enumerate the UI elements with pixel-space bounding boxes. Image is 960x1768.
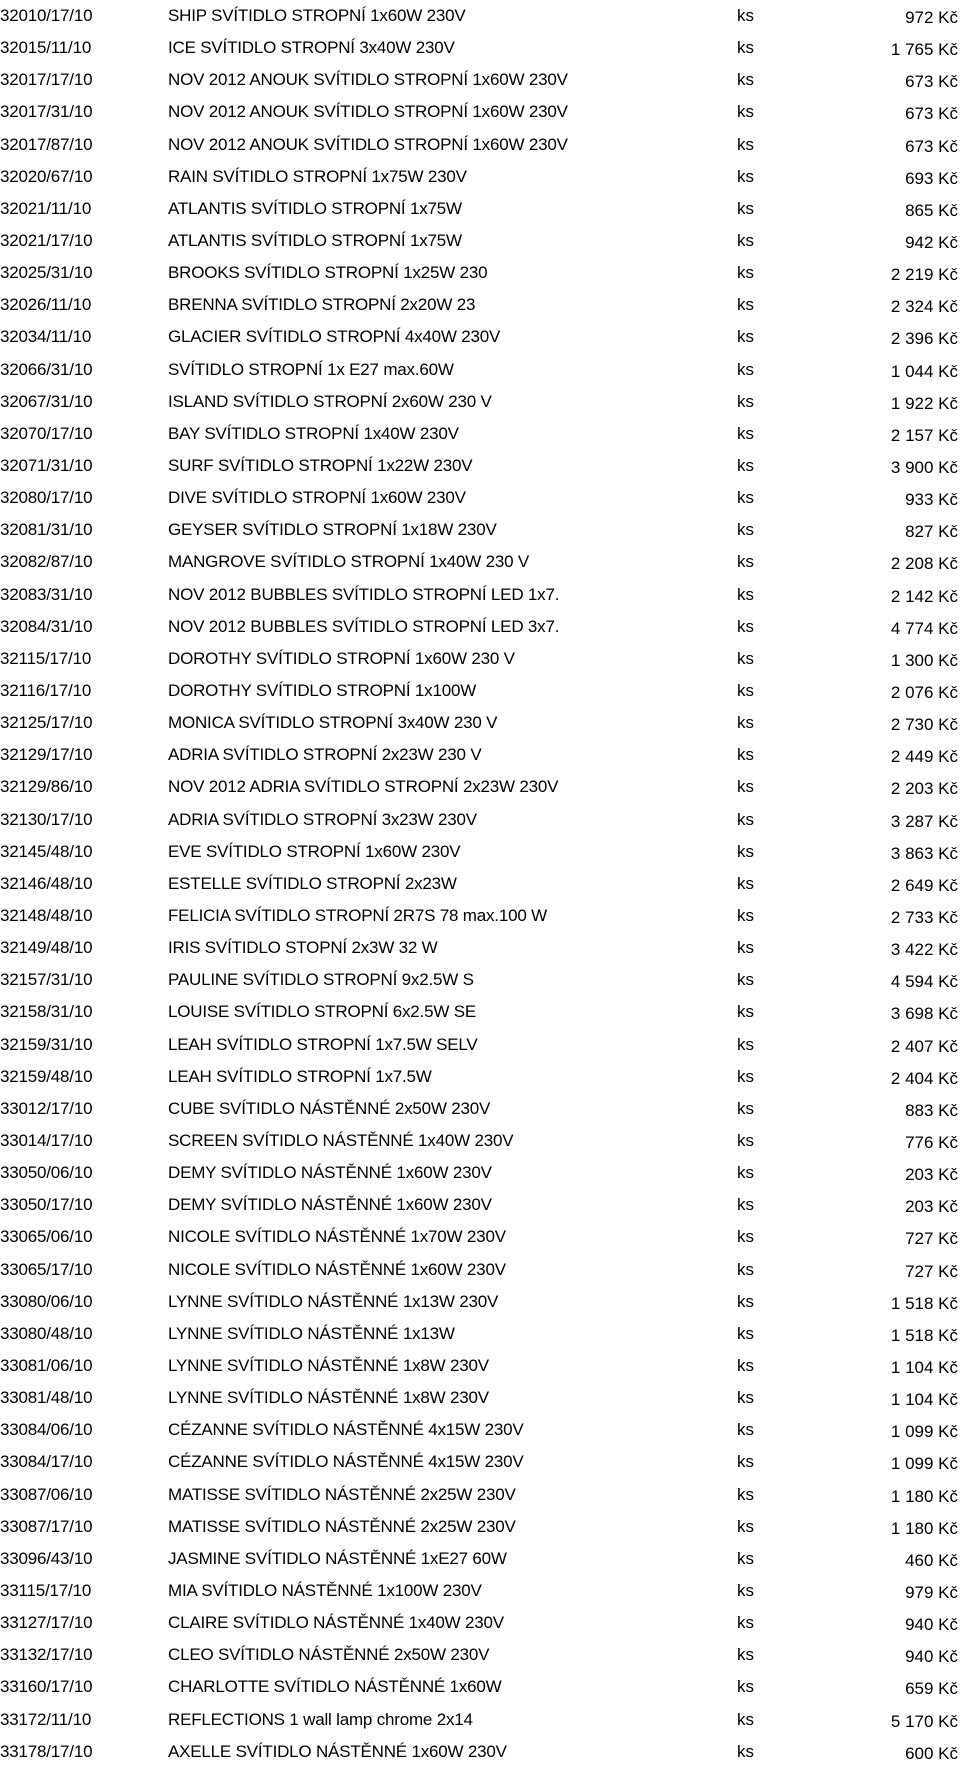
- unit-of-measure: ks: [737, 134, 754, 154]
- product-code: 33172/11/10: [0, 1709, 92, 1729]
- product-price: 1 180 Kč: [890, 1486, 958, 1506]
- product-code: 33132/17/10: [0, 1645, 93, 1665]
- table-row: [0, 1350, 960, 1382]
- table-row: [0, 1543, 960, 1575]
- product-price: 1 099 Kč: [890, 1454, 958, 1474]
- product-price: 3 900 Kč: [890, 458, 958, 478]
- table-row: [0, 32, 960, 64]
- product-name: MATISSE SVÍTIDLO NÁSTĚNNÉ 2x25W 230V: [168, 1516, 516, 1536]
- product-price: 972 Kč: [905, 8, 958, 28]
- product-price: 3 422 Kč: [890, 940, 958, 960]
- product-price: 659 Kč: [905, 1679, 958, 1699]
- product-price: 2 396 Kč: [890, 329, 958, 349]
- table-row: [0, 1446, 960, 1478]
- product-name: NOV 2012 ADRIA SVÍTIDLO STROPNÍ 2x23W 230V: [168, 777, 559, 797]
- table-row: [0, 611, 960, 643]
- product-code: 32158/31/10: [0, 1002, 93, 1022]
- table-row: [0, 1061, 960, 1093]
- product-code: 33080/48/10: [0, 1323, 93, 1343]
- product-price: 2 208 Kč: [890, 554, 958, 574]
- table-row: [0, 546, 960, 578]
- product-name: ISLAND SVÍTIDLO STROPNÍ 2x60W 230 V: [168, 391, 492, 411]
- unit-of-measure: ks: [737, 1355, 754, 1375]
- product-price: 1 922 Kč: [890, 393, 958, 413]
- product-price: 4 774 Kč: [890, 618, 958, 638]
- product-name: FELICIA SVÍTIDLO STROPNÍ 2R7S 78 max.100 W: [168, 906, 547, 925]
- unit-of-measure: ks: [737, 1163, 754, 1183]
- product-price: 460 Kč: [905, 1550, 958, 1570]
- product-name: NICOLE SVÍTIDLO NÁSTĚNNÉ 1x60W 230V: [168, 1259, 506, 1279]
- product-code: 32070/17/10: [0, 423, 93, 443]
- product-price: 2 076 Kč: [890, 683, 958, 703]
- product-name: NOV 2012 BUBBLES SVÍTIDLO STROPNÍ LED 3x7.: [168, 616, 560, 636]
- table-row: [0, 129, 960, 161]
- product-code: 32129/17/10: [0, 745, 93, 765]
- product-code: 32116/17/10: [0, 681, 92, 701]
- unit-of-measure: ks: [737, 552, 754, 572]
- product-name: SHIP SVÍTIDLO STROPNÍ 1x60W 230V: [168, 6, 466, 26]
- table-row: [0, 96, 960, 128]
- product-price: 2 203 Kč: [890, 779, 958, 799]
- product-price: 1 044 Kč: [890, 361, 958, 381]
- product-price: 979 Kč: [905, 1582, 958, 1602]
- product-name: LEAH SVÍTIDLO STROPNÍ 1x7.5W SELV: [168, 1034, 478, 1054]
- unit-of-measure: ks: [737, 1420, 754, 1440]
- unit-of-measure: ks: [737, 1291, 754, 1311]
- unit-of-measure: ks: [737, 745, 754, 765]
- unit-of-measure: ks: [737, 1066, 754, 1086]
- unit-of-measure: ks: [737, 488, 754, 508]
- product-name: DIVE SVÍTIDLO STROPNÍ 1x60W 230V: [168, 488, 466, 508]
- product-code: 32034/11/10: [0, 327, 92, 347]
- table-row: [0, 321, 960, 353]
- product-name: CÉZANNE SVÍTIDLO NÁSTĚNNÉ 4x15W 230V: [168, 1420, 524, 1440]
- table-row: [0, 1511, 960, 1543]
- product-code: 33178/17/10: [0, 1741, 93, 1761]
- product-code: 33050/06/10: [0, 1163, 93, 1183]
- table-row: [0, 1093, 960, 1125]
- unit-of-measure: ks: [737, 1516, 754, 1536]
- product-price: 3 287 Kč: [890, 811, 958, 831]
- product-code: 32148/48/10: [0, 906, 93, 925]
- product-code: 32010/17/10: [0, 6, 93, 26]
- product-name: DEMY SVÍTIDLO NÁSTĚNNÉ 1x60W 230V: [168, 1195, 492, 1215]
- product-price: 727 Kč: [905, 1261, 958, 1281]
- product-name: MATISSE SVÍTIDLO NÁSTĚNNÉ 2x25W 230V: [168, 1484, 516, 1504]
- unit-of-measure: ks: [737, 456, 754, 476]
- product-name: ESTELLE SVÍTIDLO STROPNÍ 2x23W: [168, 873, 457, 893]
- product-code: 32159/48/10: [0, 1066, 93, 1086]
- table-row: [0, 1575, 960, 1607]
- product-code: 32084/31/10: [0, 616, 93, 636]
- unit-of-measure: ks: [737, 1645, 754, 1665]
- unit-of-measure: ks: [737, 970, 754, 990]
- table-row: [0, 1703, 960, 1735]
- product-name: NOV 2012 ANOUK SVÍTIDLO STROPNÍ 1x60W 230V: [168, 134, 568, 154]
- unit-of-measure: ks: [737, 38, 754, 58]
- unit-of-measure: ks: [737, 1259, 754, 1279]
- unit-of-measure: ks: [737, 327, 754, 347]
- table-row: [0, 1382, 960, 1414]
- unit-of-measure: ks: [737, 166, 754, 186]
- product-price: 2 142 Kč: [890, 586, 958, 606]
- table-row: [0, 868, 960, 900]
- product-name: LYNNE SVÍTIDLO NÁSTĚNNÉ 1x8W 230V: [168, 1355, 489, 1375]
- product-name: LYNNE SVÍTIDLO NÁSTĚNNÉ 1x13W: [168, 1323, 455, 1343]
- product-code: 33065/17/10: [0, 1259, 93, 1279]
- unit-of-measure: ks: [737, 102, 754, 122]
- product-name: BROOKS SVÍTIDLO STROPNÍ 1x25W 230: [168, 263, 488, 283]
- table-row: [0, 579, 960, 611]
- product-code: 32115/17/10: [0, 648, 92, 668]
- table-row: [0, 161, 960, 193]
- product-name: IRIS SVÍTIDLO STOPNÍ 2x3W 32 W: [168, 938, 438, 958]
- product-name: MIA SVÍTIDLO NÁSTĚNNÉ 1x100W 230V: [168, 1580, 482, 1600]
- product-name: JASMINE SVÍTIDLO NÁSTĚNNÉ 1xE27 60W: [168, 1548, 507, 1568]
- table-row: [0, 64, 960, 96]
- table-row: [0, 739, 960, 771]
- product-name: SVÍTIDLO STROPNÍ 1x E27 max.60W: [168, 359, 454, 379]
- product-name: CHARLOTTE SVÍTIDLO NÁSTĚNNÉ 1x60W: [168, 1677, 502, 1697]
- product-name: NICOLE SVÍTIDLO NÁSTĚNNÉ 1x70W 230V: [168, 1227, 506, 1247]
- product-code: 32125/17/10: [0, 713, 93, 733]
- unit-of-measure: ks: [737, 873, 754, 893]
- product-price: 1 104 Kč: [890, 1390, 958, 1410]
- table-row: [0, 1318, 960, 1350]
- product-name: AXELLE SVÍTIDLO NÁSTĚNNÉ 1x60W 230V: [168, 1741, 507, 1761]
- product-price: 2 157 Kč: [890, 425, 958, 445]
- product-price: 2 324 Kč: [890, 297, 958, 317]
- product-name: EVE SVÍTIDLO STROPNÍ 1x60W 230V: [168, 841, 461, 861]
- table-row: [0, 1029, 960, 1061]
- product-code: 32026/11/10: [0, 295, 92, 315]
- product-code: 32021/11/10: [0, 198, 92, 218]
- product-code: 32149/48/10: [0, 938, 93, 958]
- product-code: 32025/31/10: [0, 263, 93, 283]
- product-name: GEYSER SVÍTIDLO STROPNÍ 1x18W 230V: [168, 520, 497, 540]
- product-price: 940 Kč: [905, 1647, 958, 1667]
- product-price: 1 180 Kč: [890, 1518, 958, 1538]
- product-price: 2 219 Kč: [890, 265, 958, 285]
- product-name: CUBE SVÍTIDLO NÁSTĚNNÉ 2x50W 230V: [168, 1098, 491, 1118]
- unit-of-measure: ks: [737, 777, 754, 797]
- product-price: 673 Kč: [905, 72, 958, 92]
- product-price: 2 449 Kč: [890, 747, 958, 767]
- table-row: [0, 1286, 960, 1318]
- product-price: 1 518 Kč: [890, 1325, 958, 1345]
- unit-of-measure: ks: [737, 681, 754, 701]
- unit-of-measure: ks: [737, 423, 754, 443]
- product-name: ATLANTIS SVÍTIDLO STROPNÍ 1x75W: [168, 198, 462, 218]
- product-name: DOROTHY SVÍTIDLO STROPNÍ 1x60W 230 V: [168, 648, 515, 668]
- product-price: 776 Kč: [905, 1132, 958, 1152]
- table-row: [0, 386, 960, 418]
- product-code: 33014/17/10: [0, 1130, 93, 1150]
- product-name: MANGROVE SVÍTIDLO STROPNÍ 1x40W 230 V: [168, 552, 530, 572]
- table-row: [0, 514, 960, 546]
- product-code: 33127/17/10: [0, 1613, 93, 1633]
- product-name: REFLECTIONS 1 wall lamp chrome 2x14: [168, 1709, 473, 1729]
- product-code: 33084/06/10: [0, 1420, 93, 1440]
- table-row: [0, 1189, 960, 1221]
- product-price: 673 Kč: [905, 136, 958, 156]
- product-name: GLACIER SVÍTIDLO STROPNÍ 4x40W 230V: [168, 327, 501, 347]
- product-code: 32146/48/10: [0, 873, 93, 893]
- table-row: [0, 707, 960, 739]
- product-price: 883 Kč: [905, 1100, 958, 1120]
- table-row: [0, 257, 960, 289]
- unit-of-measure: ks: [737, 1130, 754, 1150]
- product-code: 32067/31/10: [0, 391, 93, 411]
- table-row: [0, 193, 960, 225]
- product-price: 2 733 Kč: [890, 908, 958, 927]
- product-code: 33081/48/10: [0, 1388, 93, 1408]
- product-code: 32071/31/10: [0, 456, 93, 476]
- product-price: 933 Kč: [905, 490, 958, 510]
- unit-of-measure: ks: [737, 1580, 754, 1600]
- table-row: [0, 836, 960, 868]
- product-price: 1 300 Kč: [890, 650, 958, 670]
- product-name: PAULINE SVÍTIDLO STROPNÍ 9x2.5W S: [168, 970, 474, 990]
- product-price: 3 698 Kč: [890, 1004, 958, 1024]
- product-code: 33087/06/10: [0, 1484, 93, 1504]
- unit-of-measure: ks: [737, 1677, 754, 1697]
- product-price: 5 170 Kč: [890, 1711, 958, 1731]
- product-code: 32017/87/10: [0, 134, 93, 154]
- table-row: [0, 354, 960, 386]
- unit-of-measure: ks: [737, 1034, 754, 1054]
- product-code: 33087/17/10: [0, 1516, 93, 1536]
- product-name: RAIN SVÍTIDLO STROPNÍ 1x75W 230V: [168, 166, 467, 186]
- table-row: [0, 225, 960, 257]
- unit-of-measure: ks: [737, 906, 754, 925]
- unit-of-measure: ks: [737, 1741, 754, 1761]
- product-name: LOUISE SVÍTIDLO STROPNÍ 6x2.5W SE: [168, 1002, 476, 1022]
- unit-of-measure: ks: [737, 1098, 754, 1118]
- product-name: NOV 2012 ANOUK SVÍTIDLO STROPNÍ 1x60W 230V: [168, 70, 568, 90]
- table-row: [0, 675, 960, 707]
- unit-of-measure: ks: [737, 713, 754, 733]
- table-row: [0, 1671, 960, 1703]
- table-row: [0, 1478, 960, 1510]
- product-name: LEAH SVÍTIDLO STROPNÍ 1x7.5W: [168, 1066, 432, 1086]
- unit-of-measure: ks: [737, 359, 754, 379]
- product-code: 33096/43/10: [0, 1548, 93, 1568]
- product-name: ICE SVÍTIDLO STROPNÍ 3x40W 230V: [168, 38, 455, 58]
- unit-of-measure: ks: [737, 1195, 754, 1215]
- unit-of-measure: ks: [737, 1709, 754, 1729]
- product-name: ADRIA SVÍTIDLO STROPNÍ 2x23W 230 V: [168, 745, 482, 765]
- product-name: CÉZANNE SVÍTIDLO NÁSTĚNNÉ 4x15W 230V: [168, 1452, 524, 1472]
- table-row: [0, 1607, 960, 1639]
- table-row: [0, 1221, 960, 1253]
- product-price: 827 Kč: [905, 522, 958, 542]
- product-price: 1 099 Kč: [890, 1422, 958, 1442]
- unit-of-measure: ks: [737, 1548, 754, 1568]
- product-code: 33080/06/10: [0, 1291, 93, 1311]
- table-row: [0, 804, 960, 836]
- product-price: 2 730 Kč: [890, 715, 958, 735]
- product-name: ADRIA SVÍTIDLO STROPNÍ 3x23W 230V: [168, 809, 477, 829]
- unit-of-measure: ks: [737, 231, 754, 251]
- unit-of-measure: ks: [737, 1613, 754, 1633]
- product-price: 727 Kč: [905, 1229, 958, 1249]
- product-price: 1 765 Kč: [890, 40, 958, 60]
- unit-of-measure: ks: [737, 6, 754, 26]
- unit-of-measure: ks: [737, 198, 754, 218]
- table-row: [0, 289, 960, 321]
- product-code: 32020/67/10: [0, 166, 93, 186]
- product-price: 203 Kč: [905, 1197, 958, 1217]
- product-code: 32129/86/10: [0, 777, 93, 797]
- table-row: [0, 932, 960, 964]
- product-code: 33065/06/10: [0, 1227, 93, 1247]
- product-price: 2 404 Kč: [890, 1068, 958, 1088]
- product-code: 33081/06/10: [0, 1355, 93, 1375]
- product-code: 32145/48/10: [0, 841, 93, 861]
- unit-of-measure: ks: [737, 1388, 754, 1408]
- unit-of-measure: ks: [737, 841, 754, 861]
- product-code: 33050/17/10: [0, 1195, 93, 1215]
- product-price: 4 594 Kč: [890, 972, 958, 992]
- product-code: 32082/87/10: [0, 552, 93, 572]
- table-row: [0, 1736, 960, 1768]
- table-row: [0, 1157, 960, 1189]
- product-name: ATLANTIS SVÍTIDLO STROPNÍ 1x75W: [168, 231, 462, 251]
- product-code: 32159/31/10: [0, 1034, 93, 1054]
- product-price: 3 863 Kč: [890, 843, 958, 863]
- product-code: 33115/17/10: [0, 1580, 92, 1600]
- product-name: SURF SVÍTIDLO STROPNÍ 1x22W 230V: [168, 456, 473, 476]
- product-code: 32081/31/10: [0, 520, 93, 540]
- product-price: 865 Kč: [905, 200, 958, 220]
- unit-of-measure: ks: [737, 295, 754, 315]
- product-name: CLAIRE SVÍTIDLO NÁSTĚNNÉ 1x40W 230V: [168, 1613, 504, 1633]
- table-row: [0, 1253, 960, 1285]
- table-row: [0, 482, 960, 514]
- table-row: [0, 643, 960, 675]
- product-code: 32017/17/10: [0, 70, 93, 90]
- product-name: NOV 2012 BUBBLES SVÍTIDLO STROPNÍ LED 1x7.: [168, 584, 560, 604]
- table-row: [0, 1414, 960, 1446]
- product-price: 942 Kč: [905, 233, 958, 253]
- product-code: 32021/17/10: [0, 231, 93, 251]
- product-code: 32066/31/10: [0, 359, 93, 379]
- unit-of-measure: ks: [737, 1452, 754, 1472]
- product-name: LYNNE SVÍTIDLO NÁSTĚNNÉ 1x8W 230V: [168, 1388, 489, 1408]
- table-row: [0, 418, 960, 450]
- product-name: CLEO SVÍTIDLO NÁSTĚNNÉ 2x50W 230V: [168, 1645, 490, 1665]
- table-row: [0, 771, 960, 803]
- table-row: [0, 900, 960, 932]
- table-row: [0, 964, 960, 996]
- product-name: DEMY SVÍTIDLO NÁSTĚNNÉ 1x60W 230V: [168, 1163, 492, 1183]
- unit-of-measure: ks: [737, 391, 754, 411]
- product-code: 33012/17/10: [0, 1098, 93, 1118]
- product-name: BRENNA SVÍTIDLO STROPNÍ 2x20W 23: [168, 295, 476, 315]
- product-price: 1 518 Kč: [890, 1293, 958, 1313]
- product-price: 1 104 Kč: [890, 1357, 958, 1377]
- product-code: 32157/31/10: [0, 970, 93, 990]
- product-code: 33160/17/10: [0, 1677, 93, 1697]
- product-price: 673 Kč: [905, 104, 958, 124]
- product-code: 32017/31/10: [0, 102, 93, 122]
- unit-of-measure: ks: [737, 520, 754, 540]
- unit-of-measure: ks: [737, 1227, 754, 1247]
- unit-of-measure: ks: [737, 70, 754, 90]
- product-code: 33084/17/10: [0, 1452, 93, 1472]
- unit-of-measure: ks: [737, 616, 754, 636]
- product-name: MONICA SVÍTIDLO STROPNÍ 3x40W 230 V: [168, 713, 498, 733]
- product-price: 940 Kč: [905, 1615, 958, 1635]
- product-code: 32130/17/10: [0, 809, 93, 829]
- table-row: [0, 996, 960, 1028]
- table-row: [0, 450, 960, 482]
- unit-of-measure: ks: [737, 648, 754, 668]
- table-row: [0, 1125, 960, 1157]
- product-name: NOV 2012 ANOUK SVÍTIDLO STROPNÍ 1x60W 230V: [168, 102, 568, 122]
- product-code: 32083/31/10: [0, 584, 93, 604]
- unit-of-measure: ks: [737, 1002, 754, 1022]
- product-price: 203 Kč: [905, 1165, 958, 1185]
- product-code: 32015/11/10: [0, 38, 92, 58]
- unit-of-measure: ks: [737, 938, 754, 958]
- table-row: [0, 0, 960, 32]
- table-row: [0, 1639, 960, 1671]
- product-name: SCREEN SVÍTIDLO NÁSTĚNNÉ 1x40W 230V: [168, 1130, 514, 1150]
- product-price: 2 407 Kč: [890, 1036, 958, 1056]
- product-name: BAY SVÍTIDLO STROPNÍ 1x40W 230V: [168, 423, 459, 443]
- product-price: 2 649 Kč: [890, 875, 958, 895]
- product-code: 32080/17/10: [0, 488, 93, 508]
- product-name: LYNNE SVÍTIDLO NÁSTĚNNÉ 1x13W 230V: [168, 1291, 499, 1311]
- unit-of-measure: ks: [737, 1323, 754, 1343]
- product-name: DOROTHY SVÍTIDLO STROPNÍ 1x100W: [168, 681, 477, 701]
- unit-of-measure: ks: [737, 1484, 754, 1504]
- unit-of-measure: ks: [737, 263, 754, 283]
- product-price: 600 Kč: [905, 1743, 958, 1763]
- unit-of-measure: ks: [737, 584, 754, 604]
- unit-of-measure: ks: [737, 809, 754, 829]
- product-price: 693 Kč: [905, 168, 958, 188]
